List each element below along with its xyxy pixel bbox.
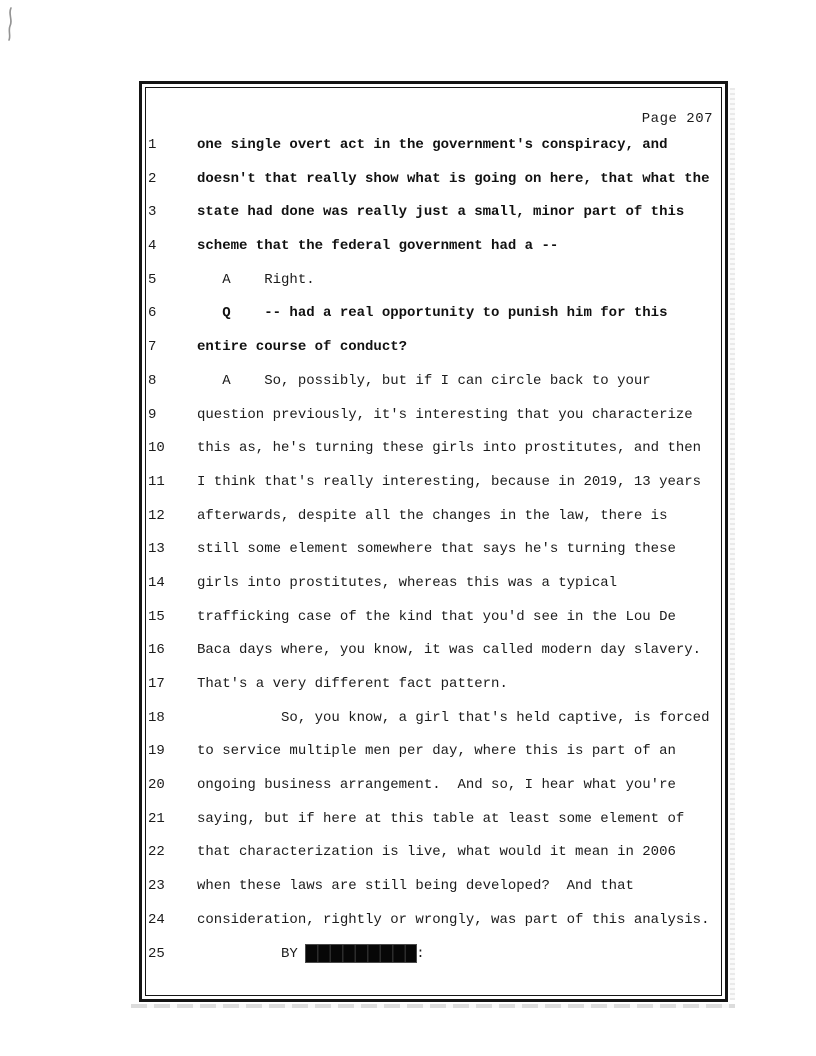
transcript-line [146,403,721,437]
line-number: 24 [148,911,165,928]
transcript-line [146,234,721,268]
line-text: Q -- had a real opportunity to punish him for this [197,305,668,322]
transcript-line [146,470,721,504]
line-number: 22 [148,844,165,861]
line-number: 8 [148,372,157,389]
line-text: one single overt act in the government's conspiracy, and [197,137,668,153]
line-text: state had done was really just a small, minor part of this [197,204,685,221]
line-number: 23 [148,878,165,895]
transcript-line [146,200,721,234]
line-text: ongoing business arrangement. And so, I hear what you're [197,777,676,794]
transcript-line [146,840,721,874]
transcript-line [146,706,721,740]
line-text: entire course of conduct? [197,339,408,356]
line-text: afterwards, despite all the changes in the law, there is [197,507,668,524]
scan-artifact-mark [4,6,18,42]
transcript-line [146,537,721,571]
line-number: 5 [148,271,157,288]
transcript-line [146,807,721,841]
line-number: 20 [148,777,165,794]
redaction-box [306,945,416,962]
line-text: question previously, it's interesting that you characterize [197,406,693,423]
transcript-line [146,942,721,976]
line-number: 17 [148,676,165,692]
line-number: 7 [148,339,157,356]
line-text: That's a very different fact pattern. [197,676,508,692]
transcript-line [146,369,721,403]
transcript-line [146,335,721,369]
line-text: trafficking case of the kind that you'd see in the Lou De [197,608,676,625]
page-number [146,111,721,128]
line-number: 25 [148,945,165,962]
transcript-line [146,605,721,639]
line-text: this as, he's turning these girls into prostitutes, and then [197,440,702,457]
line-text: when these laws are still being developed? And that [197,878,634,895]
scan-edge-texture [730,88,735,1000]
transcript-line [146,268,721,302]
page-number-label: Page 207 [641,111,713,127]
line-number: 21 [148,810,165,827]
line-text: I think that's really interesting, because in 2019, 13 years [197,473,702,490]
transcript-line [146,167,721,201]
line-text: consideration, rightly or wrongly, was part of this analysis. [197,911,710,928]
line-number: 1 [148,137,157,153]
line-text: scheme that the federal government had a -- [197,238,559,255]
line-text: still some element somewhere that says he's turning these [197,541,676,558]
line-number: 19 [148,743,165,760]
transcript-line [146,739,721,773]
line-number: 13 [148,541,165,558]
page-border [139,81,728,1002]
transcript-lines [146,133,721,975]
transcript-line [146,133,721,167]
line-number: 16 [148,642,165,659]
line-number: 12 [148,507,165,524]
line-number: 11 [148,473,165,490]
transcript-line [146,773,721,807]
line-number: 4 [148,238,157,255]
line-number: 18 [148,709,165,726]
transcript-line [146,874,721,908]
line-text: saying, but if here at this table at least some element of [197,810,685,827]
line-text: A Right. [197,271,315,288]
line-text: girls into prostitutes, whereas this was a typical [197,574,618,591]
line-number: 2 [148,170,157,187]
line-number: 3 [148,204,157,221]
line-text: that characterization is live, what would it mean in 2006 [197,844,676,861]
line-text: BY : [197,945,425,962]
line-text: A So, possibly, but if I can circle back to your [197,372,651,389]
transcript-line [146,571,721,605]
transcript-line [146,672,721,706]
transcript-line [146,908,721,942]
transcript-line [146,436,721,470]
line-text: to service multiple men per day, where this is part of an [197,743,676,760]
line-number: 14 [148,574,165,591]
line-number: 6 [148,305,157,322]
page-border-inner [145,87,722,996]
transcript-line [146,638,721,672]
line-text: So, you know, a girl that's held captive, is forced [197,709,710,726]
line-text: doesn't that really show what is going on here, that what the [197,170,710,187]
line-number: 15 [148,608,165,625]
scan-shadow [131,1004,735,1008]
line-number: 10 [148,440,165,457]
transcript-line [146,301,721,335]
line-text: Baca days where, you know, it was called modern day slavery. [197,642,702,659]
line-number: 9 [148,406,157,423]
transcript-line [146,504,721,538]
